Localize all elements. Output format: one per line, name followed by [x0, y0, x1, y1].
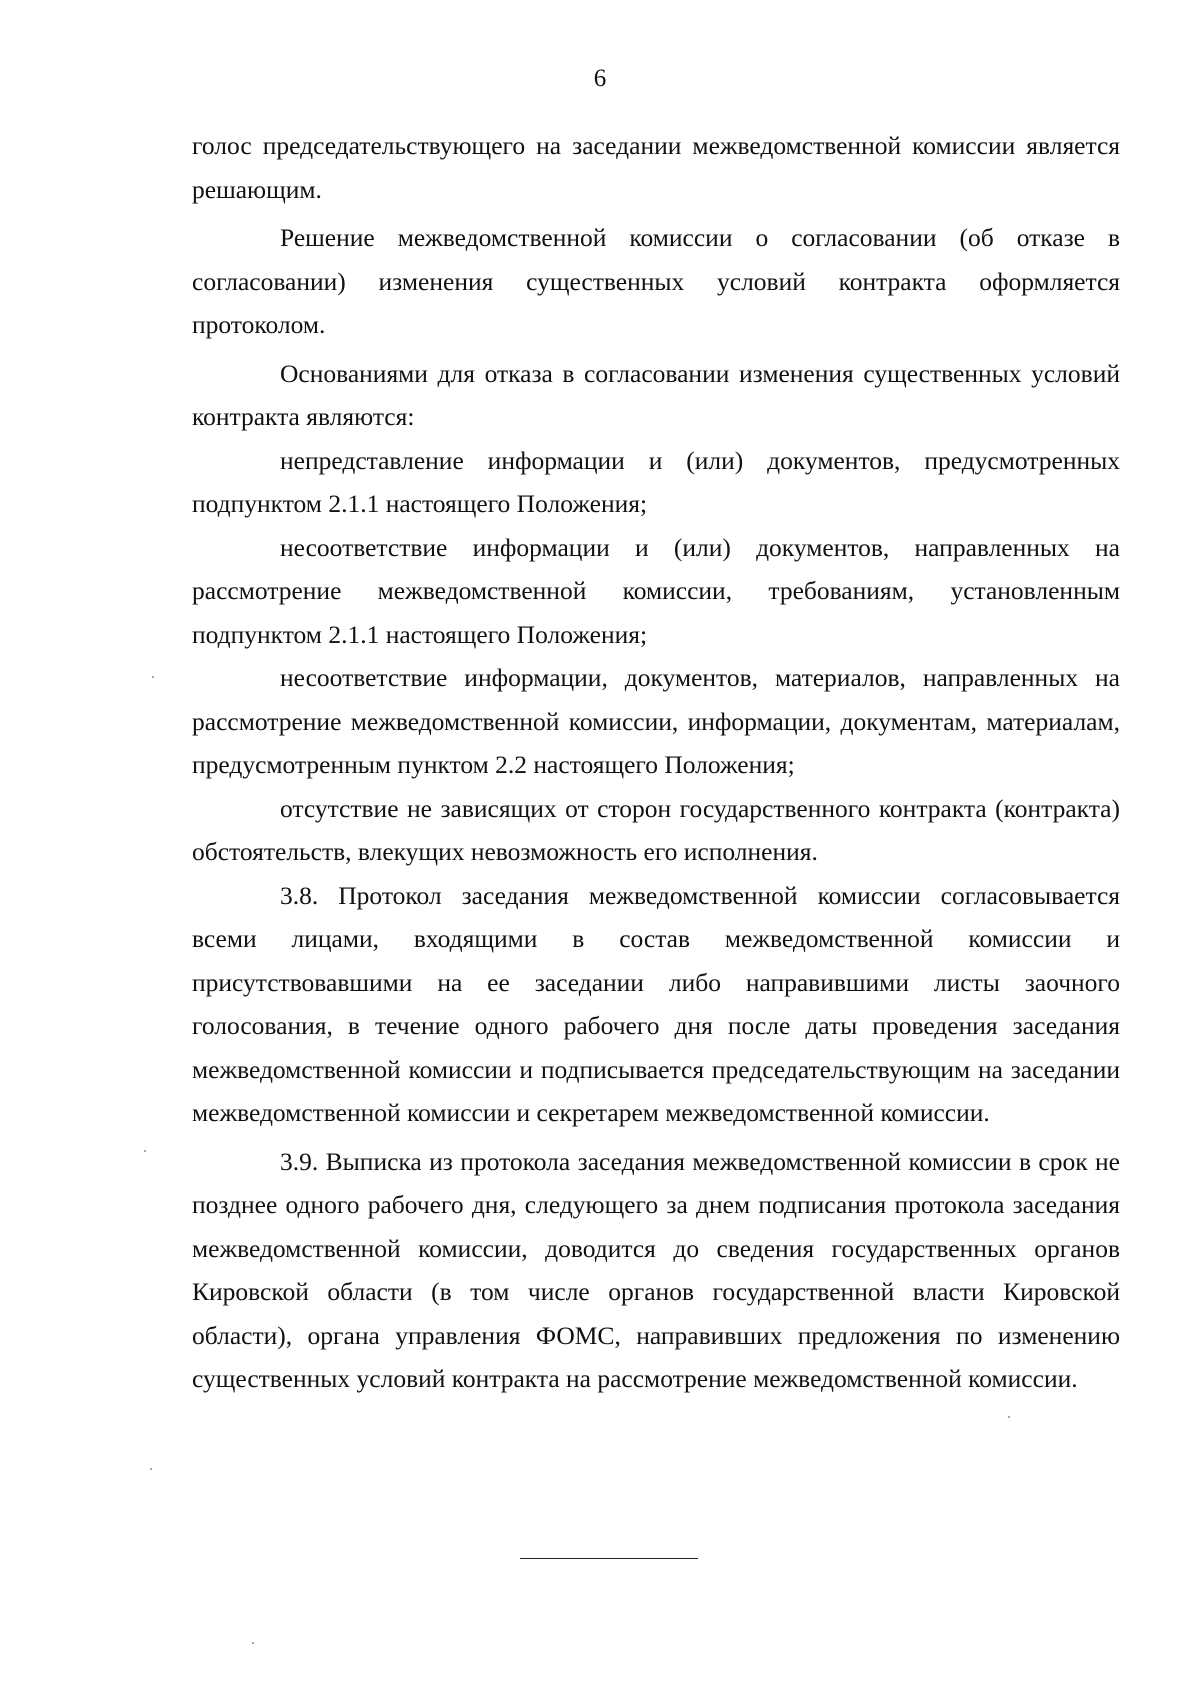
paragraph-ground-3: несоответствие информации, документов, материалов, направленных на рассмотрение межведомственной комиссии, информации, документам, материалам, предусмотренным пунктом 2.2 настоящего Положения;	[192, 663, 1120, 779]
paragraph-3-9: 3.9. Выписка из протокола заседания межведомственной комиссии в срок не позднее одного рабочего дня, следующего за днем подписания протокола заседания межведомственной комиссии, доводится до сведения государственных органов Кировской области (в том числе органов государственной власти Кировской области), органа управления ФОМС, направивших предложения по изменению существенных условий контракта на рассмотрение межведомственной комиссии.	[192, 1146, 1120, 1393]
scan-speck	[150, 1468, 152, 1470]
paragraph-ground-1: непредставление информации и (или) документов, предусмотренных подпунктом 2.1.1 настоящего Положения;	[192, 445, 1120, 518]
paragraph-decision-protocol: Решение межведомственной комиссии о согласовании (об отказе в согласовании) изменения существенных условий контракта оформляется протоколом.	[192, 223, 1120, 339]
scan-speck	[1008, 1416, 1010, 1418]
scan-speck	[252, 1642, 254, 1644]
paragraph-continuation: голос председательствующего на заседании межведомственной комиссии является решающим.	[192, 131, 1120, 204]
page-number: 6	[593, 65, 607, 92]
paragraph-ground-4: отсутствие не зависящих от сторон государственного контракта (контракта) обстоятельств, влекущих невозможность его исполнения.	[192, 793, 1120, 866]
paragraph-ground-2: несоответствие информации и (или) документов, направленных на рассмотрение межведомственной комиссии, требованиям, установленным подпунктом 2.1.1 настоящего Положения;	[192, 532, 1120, 649]
paragraph-refusal-grounds: Основаниями для отказа в согласовании изменения существенных условий контракта являются:	[192, 358, 1120, 431]
scan-speck	[144, 1150, 146, 1152]
closing-rule	[520, 1558, 698, 1559]
document-body	[192, 124, 1120, 1401]
scan-speck	[152, 676, 154, 678]
paragraph-3-8: 3.8. Протокол заседания межведомственной комиссии согласовывается всеми лицами, входящими в состав межведомственной комиссии и присутствовавшими на ее заседании либо направившими листы заочного голосования, в течение одного рабочего дня после даты проведения заседания межведомственной комиссии и подписывается председательствующим на заседании межведомственной комиссии и секретарем межведомственной комиссии.	[192, 880, 1120, 1127]
